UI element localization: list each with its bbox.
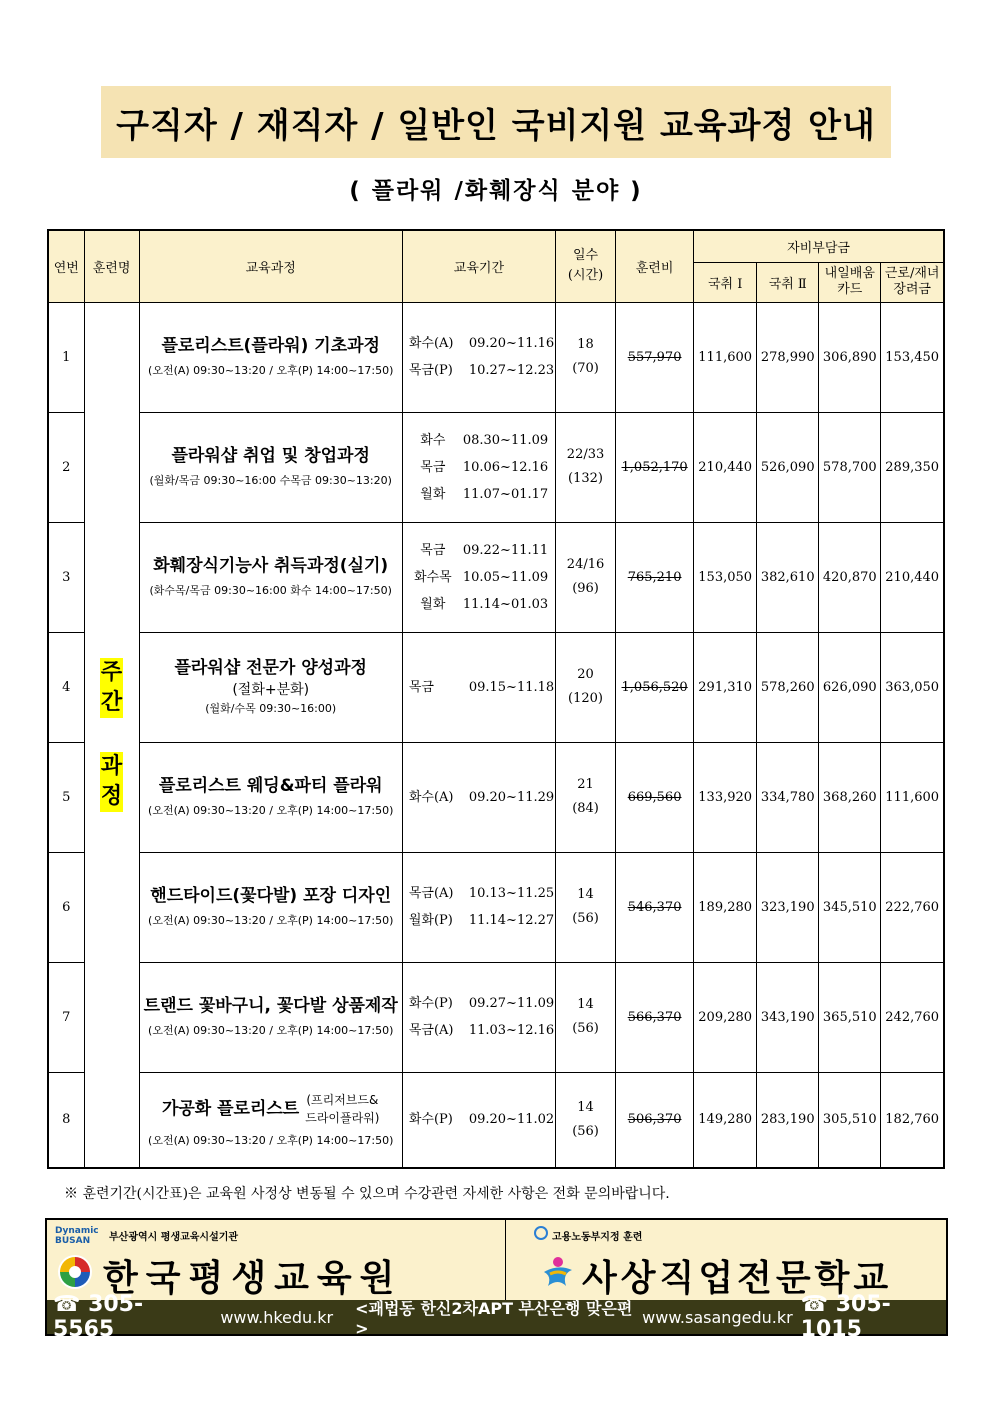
period-days-label: 화수 bbox=[420, 432, 446, 448]
left-org-name: 한국평생교육원 bbox=[103, 1258, 403, 1299]
right-org-name: 사상직업전문학교 bbox=[582, 1258, 893, 1299]
row-no: 8 bbox=[48, 1072, 84, 1168]
period-line bbox=[409, 784, 555, 811]
period-range: 10.27~12.23 bbox=[468, 363, 555, 378]
course-cell bbox=[139, 302, 402, 412]
url-right[interactable]: www.sasangedu.kr bbox=[642, 1307, 793, 1327]
period-range: 09.20~11.29 bbox=[468, 789, 555, 805]
table-row bbox=[48, 632, 944, 742]
header-k2: 국취 Ⅱ bbox=[757, 262, 819, 302]
period-line bbox=[409, 1017, 555, 1044]
grant-cell: 182,760 bbox=[881, 1072, 944, 1168]
period-cell bbox=[402, 852, 555, 962]
row-no: 7 bbox=[48, 962, 84, 1072]
hours-value: (84) bbox=[572, 801, 599, 816]
table-row bbox=[48, 1072, 944, 1168]
days-cell bbox=[556, 742, 616, 852]
period-line bbox=[409, 564, 555, 591]
period-days-label: 화수목 bbox=[414, 569, 452, 585]
period-days-label: 화수(P) bbox=[408, 1112, 453, 1128]
period-range: 08.30~11.09 bbox=[462, 432, 549, 448]
course-name: 플라워샵 전문가 양성과정 bbox=[174, 658, 367, 678]
period-cell bbox=[402, 1072, 555, 1168]
period-days-label: 목금(P) bbox=[408, 363, 453, 378]
course-extra: (프리저브드& 드라이플라워) bbox=[305, 1092, 380, 1125]
url-left[interactable]: www.hkedu.kr bbox=[220, 1307, 334, 1327]
period-line bbox=[409, 674, 555, 701]
period-line bbox=[409, 1106, 555, 1133]
course-schedule: (화수목/목금 09:30~16:00 화수 14:00~17:50) bbox=[149, 584, 392, 597]
period-days-label: 목금(A) bbox=[408, 886, 454, 901]
period-range: 11.14~12.27 bbox=[468, 913, 555, 928]
k2-cell: 283,190 bbox=[757, 1072, 819, 1168]
title-banner bbox=[101, 86, 891, 158]
k2-cell: 278,990 bbox=[757, 302, 819, 412]
fee-cell: 1,052,170 bbox=[616, 412, 694, 522]
period-days-label: 화수(A) bbox=[408, 789, 454, 805]
fee-cell: 557,970 bbox=[616, 302, 694, 412]
row-no: 2 bbox=[48, 412, 84, 522]
period-range: 11.07~01.17 bbox=[462, 486, 549, 502]
period-line bbox=[409, 907, 555, 934]
dynamic-busan-logo: Dynamic BUSAN bbox=[55, 1226, 99, 1246]
card-cell: 306,890 bbox=[819, 302, 881, 412]
course-name: 가공화 플로리스트 bbox=[161, 1098, 300, 1119]
table-row bbox=[48, 412, 944, 522]
period-range: 10.13~11.25 bbox=[468, 886, 555, 901]
address: <괘법동 한신2차APT 부산은행 맞은편> bbox=[355, 1299, 633, 1338]
period-line bbox=[409, 357, 555, 384]
row-no: 6 bbox=[48, 852, 84, 962]
days-cell bbox=[556, 1072, 616, 1168]
grant-cell: 363,050 bbox=[881, 632, 944, 742]
period-days-label: 월화 bbox=[420, 486, 446, 502]
days-cell bbox=[556, 412, 616, 522]
course-schedule: (오전(A) 09:30~13:20 / 오후(P) 14:00~17:50) bbox=[148, 914, 394, 927]
grant-cell: 111,600 bbox=[881, 742, 944, 852]
period-line bbox=[409, 454, 555, 481]
period-cell bbox=[402, 302, 555, 412]
days-cell bbox=[556, 522, 616, 632]
days-value: 14 bbox=[577, 887, 594, 902]
grant-cell: 153,450 bbox=[881, 302, 944, 412]
days-value: 24/16 bbox=[566, 557, 605, 572]
days-cell bbox=[556, 632, 616, 742]
row-no: 1 bbox=[48, 302, 84, 412]
period-line bbox=[409, 427, 555, 454]
table-row bbox=[48, 522, 944, 632]
course-name: 핸드타이드(꽃다발) 포장 디자인 bbox=[150, 886, 392, 906]
header-course: 교육과정 bbox=[139, 230, 402, 302]
course-name: 플로리스트(플라워) 기초과정 bbox=[161, 336, 380, 356]
card-cell: 365,510 bbox=[819, 962, 881, 1072]
course-schedule: (오전(A) 09:30~13:20 / 오후(P) 14:00~17:50) bbox=[148, 364, 394, 377]
course-name: 플라워샵 취업 및 창업과정 bbox=[171, 446, 370, 466]
course-rows bbox=[48, 302, 944, 1168]
period-range: 09.22~11.11 bbox=[462, 542, 549, 558]
hours-value: (56) bbox=[572, 1123, 599, 1139]
days-cell bbox=[556, 962, 616, 1072]
period-range: 09.20~11.16 bbox=[468, 336, 555, 351]
hours-value: (120) bbox=[568, 691, 604, 706]
k1-cell: 189,280 bbox=[694, 852, 757, 962]
period-days-label: 월화(P) bbox=[408, 913, 453, 928]
header-fee: 훈련비 bbox=[616, 230, 694, 302]
period-cell bbox=[402, 522, 555, 632]
period-range: 10.06~12.16 bbox=[462, 459, 549, 475]
period-cell bbox=[402, 742, 555, 852]
card-cell: 345,510 bbox=[819, 852, 881, 962]
row-no: 4 bbox=[48, 632, 84, 742]
k1-cell: 209,280 bbox=[694, 962, 757, 1072]
footnote: ※ 훈련기간(시간표)은 교육원 사정상 변동될 수 있으며 수강관련 자세한 사항은 전화 문의바랍니다. bbox=[64, 1186, 670, 1202]
course-schedule: (오전(A) 09:30~13:20 / 오후(P) 14:00~17:50) bbox=[148, 804, 394, 817]
course-cell bbox=[139, 962, 402, 1072]
course-schedule: (월화/목금 09:30~16:00 수목금 09:30~13:20) bbox=[149, 474, 392, 487]
fee-cell: 669,560 bbox=[616, 742, 694, 852]
course-schedule: (월화/수목 09:30~16:00) bbox=[205, 702, 337, 715]
header-period: 교육기간 bbox=[402, 230, 555, 302]
course-cell bbox=[139, 522, 402, 632]
type-label-char: 주 bbox=[100, 658, 123, 688]
right-org-small: 고용노동부지정 훈련 bbox=[552, 1232, 643, 1243]
page-title: 구직자 / 재직자 / 일반인 국비지원 교육과정 안내 bbox=[116, 105, 876, 146]
star-person-icon bbox=[540, 1254, 576, 1290]
days-value: 18 bbox=[577, 337, 594, 352]
phone-right: ☎ 305-1015 bbox=[800, 1292, 891, 1342]
hours-value: (132) bbox=[568, 471, 604, 486]
table-row bbox=[48, 852, 944, 962]
course-cell bbox=[139, 852, 402, 962]
days-value: 14 bbox=[577, 997, 594, 1012]
period-range: 09.15~11.18 bbox=[468, 679, 555, 695]
footer bbox=[45, 1218, 948, 1342]
hours-value: (56) bbox=[572, 911, 599, 926]
fee-cell: 566,370 bbox=[616, 962, 694, 1072]
type-label-char: 정 bbox=[100, 782, 123, 812]
header-days: 일수 (시간) bbox=[556, 230, 616, 302]
moel-logo-icon bbox=[534, 1226, 548, 1240]
days-value: 20 bbox=[577, 667, 594, 682]
header-type: 훈련명 bbox=[84, 230, 139, 302]
card-cell: 368,260 bbox=[819, 742, 881, 852]
period-line bbox=[409, 880, 555, 907]
days-value: 21 bbox=[577, 777, 594, 792]
period-days-label: 목금(A) bbox=[408, 1023, 454, 1038]
card-cell: 578,700 bbox=[819, 412, 881, 522]
row-no: 5 bbox=[48, 742, 84, 852]
contact-bar bbox=[47, 1292, 946, 1342]
k2-cell: 343,190 bbox=[757, 962, 819, 1072]
type-cell bbox=[84, 302, 139, 1168]
k1-cell: 133,920 bbox=[694, 742, 757, 852]
course-name: 플로리스트 웨딩&파티 플라워 bbox=[158, 776, 383, 796]
table-row bbox=[48, 302, 944, 412]
k2-cell: 526,090 bbox=[757, 412, 819, 522]
period-range: 09.27~11.09 bbox=[468, 996, 555, 1011]
period-line bbox=[409, 537, 555, 564]
k2-cell: 578,260 bbox=[757, 632, 819, 742]
period-days-label: 화수(P) bbox=[408, 996, 453, 1011]
period-range: 11.03~12.16 bbox=[468, 1023, 555, 1038]
k2-cell: 382,610 bbox=[757, 522, 819, 632]
hours-value: (96) bbox=[572, 581, 599, 596]
row-no: 3 bbox=[48, 522, 84, 632]
phone-left: ☎ 305-5565 bbox=[53, 1292, 144, 1342]
course-name: 화훼장식기능사 취득과정(실기) bbox=[153, 556, 389, 576]
days-cell bbox=[556, 302, 616, 412]
course-schedule: (오전(A) 09:30~13:20 / 오후(P) 14:00~17:50) bbox=[148, 1133, 394, 1147]
hours-value: (56) bbox=[572, 1021, 599, 1036]
period-days-label: 목금 bbox=[420, 459, 446, 475]
course-cell bbox=[139, 1072, 402, 1168]
period-line bbox=[409, 481, 555, 508]
left-org-small: 부산광역시 평생교육시설기관 bbox=[109, 1232, 239, 1243]
fee-cell: 1,056,520 bbox=[616, 632, 694, 742]
header-no: 연번 bbox=[48, 230, 84, 302]
period-days-label: 월화 bbox=[420, 596, 446, 612]
table-row bbox=[48, 742, 944, 852]
period-cell bbox=[402, 632, 555, 742]
grant-cell: 242,760 bbox=[881, 962, 944, 1072]
period-line bbox=[409, 330, 555, 357]
period-cell bbox=[402, 962, 555, 1072]
table-row bbox=[48, 962, 944, 1072]
type-label-char: 간 bbox=[100, 688, 123, 718]
fee-cell: 546,370 bbox=[616, 852, 694, 962]
header-grant: 근로/재녀 장려금 bbox=[881, 262, 944, 302]
period-days-label: 목금 bbox=[420, 542, 446, 558]
card-cell: 626,090 bbox=[819, 632, 881, 742]
period-range: 09.20~11.02 bbox=[468, 1112, 555, 1128]
days-value: 22/33 bbox=[566, 447, 605, 462]
grant-cell: 289,350 bbox=[881, 412, 944, 522]
fee-cell: 765,210 bbox=[616, 522, 694, 632]
course-schedule: (오전(A) 09:30~13:20 / 오후(P) 14:00~17:50) bbox=[148, 1024, 394, 1037]
period-range: 11.14~01.03 bbox=[462, 596, 549, 612]
header-k1: 국취 Ⅰ bbox=[694, 262, 757, 302]
period-line bbox=[409, 591, 555, 618]
period-line bbox=[409, 990, 555, 1017]
hours-value: (70) bbox=[572, 361, 599, 376]
period-days-label: 목금 bbox=[408, 679, 434, 695]
period-range: 10.05~11.09 bbox=[462, 569, 549, 585]
k1-cell: 153,050 bbox=[694, 522, 757, 632]
k1-cell: 291,310 bbox=[694, 632, 757, 742]
grant-cell: 222,760 bbox=[881, 852, 944, 962]
course-cell bbox=[139, 632, 402, 742]
k2-cell: 334,780 bbox=[757, 742, 819, 852]
type-label-char: 과 bbox=[100, 752, 123, 782]
course-cell bbox=[139, 412, 402, 522]
course-cell bbox=[139, 742, 402, 852]
header-selfpay: 자비부담금 bbox=[694, 230, 944, 262]
card-cell: 305,510 bbox=[819, 1072, 881, 1168]
header-card: 내일배움 카드 bbox=[819, 262, 881, 302]
footer-left bbox=[47, 1220, 506, 1300]
course-name: 트랜드 꽃바구니, 꽃다발 상품제작 bbox=[143, 996, 398, 1016]
days-cell bbox=[556, 852, 616, 962]
card-cell: 420,870 bbox=[819, 522, 881, 632]
course-extra: (절화+분화) bbox=[232, 682, 310, 698]
k1-cell: 210,440 bbox=[694, 412, 757, 522]
grant-cell: 210,440 bbox=[881, 522, 944, 632]
swirl-logo-icon bbox=[57, 1254, 93, 1290]
course-table bbox=[47, 229, 945, 1169]
fee-cell: 506,370 bbox=[616, 1072, 694, 1168]
k1-cell: 111,600 bbox=[694, 302, 757, 412]
k1-cell: 149,280 bbox=[694, 1072, 757, 1168]
days-value: 14 bbox=[577, 1099, 594, 1115]
page-subtitle: ( 플라워 /화훼장식 분야 ) bbox=[349, 178, 643, 204]
footer-right bbox=[506, 1220, 946, 1300]
k2-cell: 323,190 bbox=[757, 852, 819, 962]
period-cell bbox=[402, 412, 555, 522]
period-days-label: 화수(A) bbox=[408, 336, 454, 351]
